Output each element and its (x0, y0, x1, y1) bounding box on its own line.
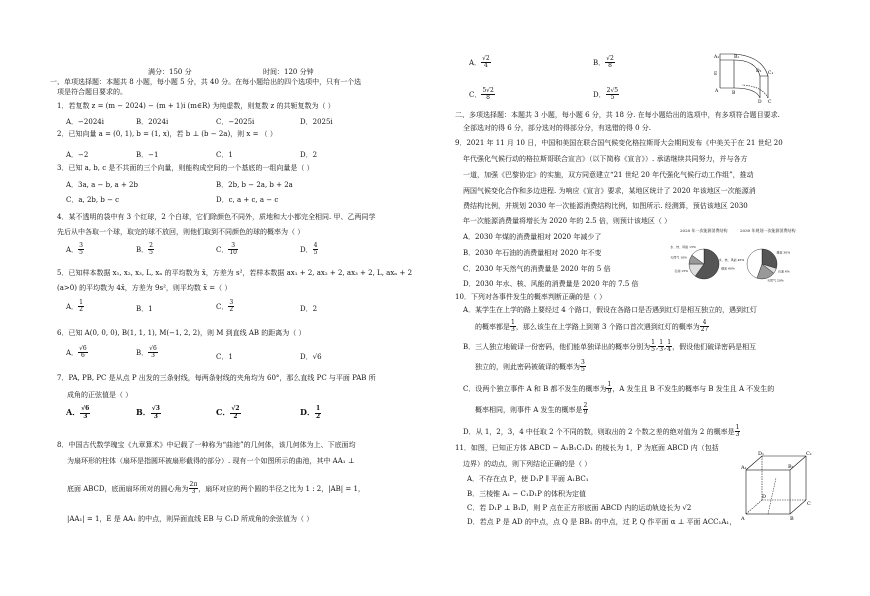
q6-option-b: B． $\frac{√6}{3}$ (136, 345, 157, 360)
pie1-label-3: 水、核、风能 15% (670, 244, 696, 249)
pie2-label-1: 石油 6% (777, 269, 790, 274)
q7-stem: 7．PA, PB, PC 是从点 P 出发的三条射线，每两条射线的夹角均为 60°，那么直线 PC 与平面 PAB 所 (57, 374, 376, 382)
q9-option-b: B．2030 年石油的消费量相对 2020 年不变 (463, 249, 602, 257)
q10-stem: 10．下列对各事件发生的概率判断正确的是（ ） (455, 293, 607, 301)
q1-option-c: C．−2025i (216, 118, 255, 126)
q4-option-d: D． $\frac{4}{5}$ (300, 242, 318, 257)
fig8-label-a1: A₁ (714, 55, 720, 60)
section2-intro-2: 全部选对的得 6 分，部分选对的得部分分，有选错的得 0 分. (463, 124, 652, 132)
q5-stem: 5．已知样本数据 x₁, x₂, x₃, L, xₙ 的平均数为 x̄，方差为 s²，若样本数据 ax₁ + 2, ax₂ + 2, ax₃ + 2, L, axₙ + 2 (57, 269, 413, 277)
section2-intro: 二、多项选择题：本题共 3 小题，每小题 6 分，共 18 分. 在每小题给出的选项中，有多项符合题目要求. (455, 111, 780, 119)
q2-option-d: D．2 (300, 151, 318, 159)
q3-option-a: A．3a, a − b, a + 2b (66, 181, 138, 189)
q9-option-a: A．2030 年煤的消费量相对 2020 年减少了 (463, 233, 602, 241)
section1-intro: 一、单项选择题：本题共 8 小题，每小题 5 分，共 40 分。在每小题给出的四个选项中，只有一个选 (50, 78, 362, 86)
fig8-label-b: B (732, 91, 736, 96)
fig8-label-c1: C₁ (768, 71, 774, 76)
q11-cube-figure (740, 450, 814, 522)
q10-option-d: D．从 1，2，3，4 中任取 2 个不同的数，则取出的 2 个数之差的绝对值为 2 的概率是 $\frac{1}{3}$ (463, 424, 740, 439)
q10-option-a: A．某学生在上学的路上要经过 4 个路口，假设在各路口是否遇到红灯是相互独立的，遇到红灯 (463, 306, 757, 314)
q3-option-d: D．c, a + c, a − c (216, 196, 279, 204)
q9-stem-6: 年一次能源消费量将增长为 2020 年的 2.5 倍，则预计该地区（ ） (463, 217, 672, 225)
cube-label-c: C (807, 501, 811, 507)
q5-option-a: A． $\frac{1}{2}$ (66, 299, 83, 314)
q8-option-a: A． $\frac{√2}{4}$ (469, 55, 490, 70)
pie1-label-0: 煤炭 60% (721, 266, 735, 271)
pie1-title: 2020 年一次能源消费结构 (680, 228, 728, 233)
q8-stem-4: |AA₁| = 1，E 是 AA₁ 的中点，则异面直线 EB 与 C₁D 所成角的余弦值为（ ） (67, 515, 314, 523)
section1-intro-2: 项是符合题目要求的。 (57, 88, 127, 96)
score-text: 满分：150 分 (148, 68, 192, 76)
pie1-label-2: 天然气 10% (670, 255, 687, 260)
q6-option-a: A． $\frac{√6}{6}$ (66, 345, 87, 360)
q9-stem-2: 年代强化气候行动的格拉斯哥联合宣言》（以下简称《宣言》）. 承诺继续共同努力，并与各方 (463, 155, 748, 163)
q10-option-b: B．三人独立地破译一份密码，他们能单独译出的概率分别为 $\frac{1}{5}$ , $\frac{1}{3}$ , $\frac{1}{4}$ ，假设他们破译密码是相互 (463, 339, 757, 354)
q8-stem-2: 为扇环形的柱体（扇环是指圆环被扇形截得的部分）. 现有一个如图所示的曲池，其中 AA₁ ⊥ (67, 457, 355, 465)
cube-label-a: A (741, 516, 745, 522)
cube-label-b: B (790, 516, 794, 522)
q7-option-a: A． $\frac{√6}{3}$ (66, 405, 90, 420)
q7-option-c: C． $\frac{√2}{2}$ (216, 405, 240, 420)
q8-stem: 8．中国古代数学瑰宝《九章算术》中记载了一种称为“曲池”的几何体，该几何体为上、下底面均 (57, 441, 356, 449)
q9-stem: 9．2021 年 11 月 10 日，中国和美国在联合国气候变化格拉斯哥大会期间发布《中美关于在 21 世纪 20 (455, 139, 783, 147)
pie2-label-0: 煤炭 30% (776, 250, 791, 255)
q5-option-d: D．2 (300, 305, 318, 313)
q2-stem: 2．已知向量 a = (0, 1), b = (1, x)，若 b ⊥ (b − 2a)，则 x = （ ） (57, 130, 277, 138)
q4-option-a: A． $\frac{3}{5}$ (66, 242, 83, 257)
q8-option-d: D． $\frac{2√5}{5}$ (593, 87, 619, 102)
q11-stem-2: 边界）的动点，则下列结论正确的是（ ） (463, 460, 592, 468)
q11-stem: 11．如图，已知正方体 ABCD − A₁B₁C₁D₁ 的棱长为 1，P 为底面 ABCD 内（包括 (455, 444, 719, 452)
pie-charts-svg (670, 234, 798, 298)
cube-label-a1: A₁ (741, 465, 747, 471)
q7-stem-2: 成角的正弦值是（ ） (67, 391, 133, 399)
q11-option-d: D．若点 P 是 AD 的中点，点 Q 是 BB₁ 的中点，过 P, Q 作平面 α ⊥ 平面 ACC₁A₁， (467, 518, 737, 526)
q9-stem-5: 费结构比例，并规划 2030 年一次能源消费结构比例，如图所示. 经测算，预估该地区 2030 (463, 202, 748, 210)
q2-option-b: B．−1 (136, 151, 159, 159)
fig8-label-d: D (758, 100, 762, 105)
cube-label-b1: B₁ (788, 464, 794, 470)
q5-option-b: B．1 (136, 305, 153, 313)
q11-option-a: A．不存在点 P，使 D₁P ∥ 平面 A₁BC₁ (467, 475, 589, 483)
q9-stem-4: 两国气候变化合作和多边进程. 为响应《宣言》要求，某地区统计了 2020 年该地区一次能源消 (463, 187, 756, 195)
q3-stem: 3．已知 a, b, c 是不共面的三个向量，则能构成空间的一个基底的一组向量是（ ） (57, 164, 314, 172)
q10-option-b-2: 独立的，则此密码被破译的概率为 $\frac{3}{5}$ (475, 359, 585, 374)
q5-stem-2: (a>0) 的平均数为 4x̄，方差为 9s²，则平均数 x̄ =（ ） (57, 284, 232, 292)
fig8-label-c: C (768, 100, 772, 105)
q4-stem: 4．某不透明的袋中有 3 个红球，2 个白球，它们除颜色不同外，质地和大小都完全相同. 甲、乙两同学 (57, 213, 376, 221)
q10-option-c: C．设两个独立事件 A 和 B 都不发生的概率为 $\frac{1}{9}$ ，A 发生且 B 不发生的概率与 B 发生且 A 不发生的 (463, 381, 775, 396)
cube-label-d: D (762, 494, 767, 500)
q9-option-d: D．2030 年水、核、风能的消费量是 2020 年的 7.5 倍 (463, 280, 639, 288)
pie2-label-3: 水、核、风能 45% (718, 257, 745, 262)
q1-option-b: B．2024i (136, 118, 169, 126)
q10-option-a-2: 的概率都是 $\frac{1}{3}$ ，那么该生在上学路上到第 3 个路口首次遇到红灯的概率为 $\frac{4}{27}$ (475, 319, 709, 334)
pie2-title: 2030 年规划一次能源消费结构 (740, 228, 796, 233)
q10-option-c-2: 概率相同，则事件 A 发生的概率是 $\frac{2}{9}$ (475, 402, 588, 417)
q8-figure (712, 52, 774, 104)
q4-stem-2: 先后从中各取一个球，取完的球不放回，则他们取到不同颜色的球的概率为（ ） (57, 228, 305, 236)
q4-option-c: C． $\frac{3}{10}$ (216, 242, 237, 257)
q8-stem-3: 底面 ABCD，底面扇环所对的圆心角为 $\frac{2\pi}{3}$ ，扇环对应的两个圆的半径之比为 1 : 2，|AB| = 1， (67, 481, 365, 496)
q9-stem-3: 一道，加强《巴黎协定》的实施，双方同意建立“21 世纪 20 年代强化气候行动工作组”，推动 (463, 171, 754, 179)
q3-option-c: C．a, 2b, b − c (66, 196, 120, 204)
fig8-label-b1: B₁ (734, 55, 740, 60)
q4-option-b: B． $\frac{2}{5}$ (136, 242, 153, 257)
q6-option-c: C．1 (216, 353, 233, 361)
q6-stem: 6．已知 A(0, 0, 0), B(1, 1, 1), M(−1, 2, 2)，则 M 到直线 AB 的距离为（ ） (57, 329, 306, 337)
q7-option-b: B． $\frac{√3}{3}$ (136, 405, 160, 420)
q3-option-b: B．2b, b − 2a, b + 2a (216, 181, 293, 189)
q2-option-a: A．−2 (66, 151, 89, 159)
q8-option-b: B． $\frac{√2}{8}$ (593, 55, 614, 70)
q9-charts (670, 228, 798, 298)
q9-option-c: C．2030 年天然气的消费量是 2020 年的 5 倍 (463, 265, 611, 273)
q11-option-c: C．若 D₁P ⊥ B₁D，则 P 点在正方形底面 ABCD 内的运动轨迹长为 √2 (467, 504, 692, 512)
q5-option-c: C． $\frac{3}{2}$ (216, 299, 234, 314)
q6-option-d: D．√6 (300, 353, 322, 361)
q1-option-d: D．2025i (300, 118, 333, 126)
q1-option-a: A．−2024i (66, 118, 104, 126)
fig8-label-d1: D₁ (756, 69, 762, 74)
q1-stem: 1．若复数 z = (m − 2024) − (m + 1)i (m∈R) 为纯虚数，则复数 z 的共轭复数为（ ） (57, 102, 335, 110)
fig8-label-e: E (714, 72, 718, 77)
q2-option-c: C．1 (216, 151, 233, 159)
cube-label-d1: D₁ (758, 451, 765, 457)
q8-option-c: C． $\frac{5√2}{8}$ (469, 87, 494, 102)
time-text: 时间：120 分钟 (263, 68, 314, 76)
pie1-label-1: 石油 15% (674, 269, 688, 274)
cube-label-c1: C₁ (806, 451, 812, 457)
fig8-label-a: A (715, 89, 719, 94)
pie2-label-2: 天然气 20% (766, 278, 784, 283)
q11-option-b: B．三棱锥 A₁ − C₁D₁P 的体积为定值 (467, 490, 587, 498)
q7-option-d: D． $\frac{1}{2}$ (300, 405, 321, 420)
